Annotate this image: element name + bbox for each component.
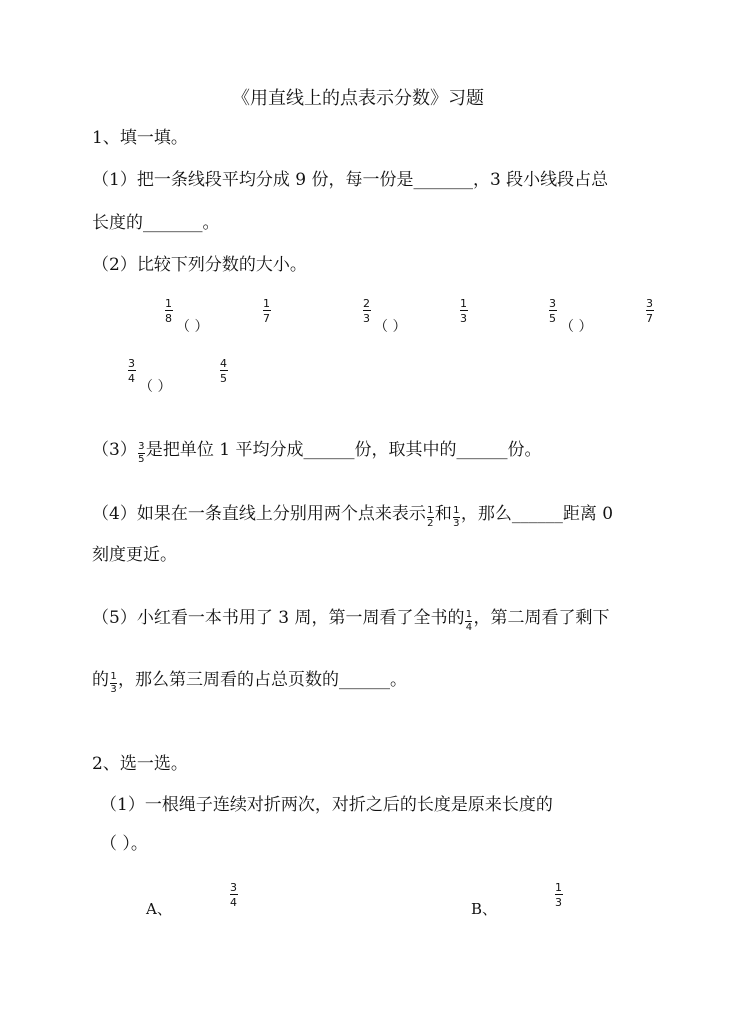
question-1-5-line1: （5）小红看一本书用了 3 周，第一周看了全书的 $\frac{1}{4}$ ，第二周看了剩下 <box>92 608 610 633</box>
option-a-label: A、 <box>146 900 172 918</box>
question-1-1-line1: （1）把一条线段平均分成 9 份，每一份是_______，3 段小线段占总 <box>92 170 609 190</box>
question-2-1-line1: （1）一根绳子连续对折两次，对折之后的长度是原来长度的 <box>100 795 553 815</box>
compare-blank: （ ） <box>176 319 209 335</box>
question-1-4-line2: 刻度更近。 <box>92 545 177 565</box>
fraction-3-7: 3 7 <box>646 297 653 325</box>
fraction-3-5-inline: $\frac{3}{5}$ <box>138 441 145 465</box>
compare-blank: （ ） <box>374 319 407 335</box>
fraction-2-3: 2 3 <box>363 297 370 325</box>
compare-blank: （ ） <box>560 319 593 335</box>
fraction-3-4: 3 4 <box>128 357 135 385</box>
fraction-1-3-inline: $\frac{1}{3}$ <box>110 671 117 695</box>
fraction-1-3-inline: $\frac{1}{3}$ <box>453 505 460 529</box>
question-2-1-line2: （ ）。 <box>100 834 148 854</box>
compare-blank: （ ） <box>139 379 172 395</box>
option-b-fraction: 1 3 <box>555 881 562 909</box>
section-1-heading: 1、填一填。 <box>92 128 188 148</box>
fraction-1-8: 1 8 <box>165 297 172 325</box>
fraction-1-2-inline: $\frac{1}{2}$ <box>427 505 434 529</box>
question-1-2-heading: （2）比较下列分数的大小。 <box>92 255 307 275</box>
fraction-1-3: 1 3 <box>460 297 467 325</box>
page-title: 《用直线上的点表示分数》习题 <box>232 88 484 109</box>
fraction-3-5: 3 5 <box>549 297 556 325</box>
question-1-5-line2: 的 $\frac{1}{3}$ ，那么第三周看的占总页数的______。 <box>92 670 407 695</box>
section-2-heading: 2、选一选。 <box>92 754 188 774</box>
option-b-label: B、 <box>471 900 498 918</box>
fraction-1-7: 1 7 <box>263 297 270 325</box>
question-1-3: （3） $\frac{3}{5}$ 是把单位 1 平均分成______份，取其中的______份。 <box>92 440 542 465</box>
question-1-4-line1: （4）如果在一条直线上分别用两个点来表示 $\frac{1}{2}$ 和 $\frac{1}{3}$ ，那么______距离 0 <box>92 504 614 529</box>
option-a-fraction: 3 4 <box>230 881 237 909</box>
question-1-1-line2: 长度的_______。 <box>92 213 220 233</box>
fraction-4-5: 4 5 <box>220 357 227 385</box>
fraction-1-4-inline: $\frac{1}{4}$ <box>465 609 473 633</box>
